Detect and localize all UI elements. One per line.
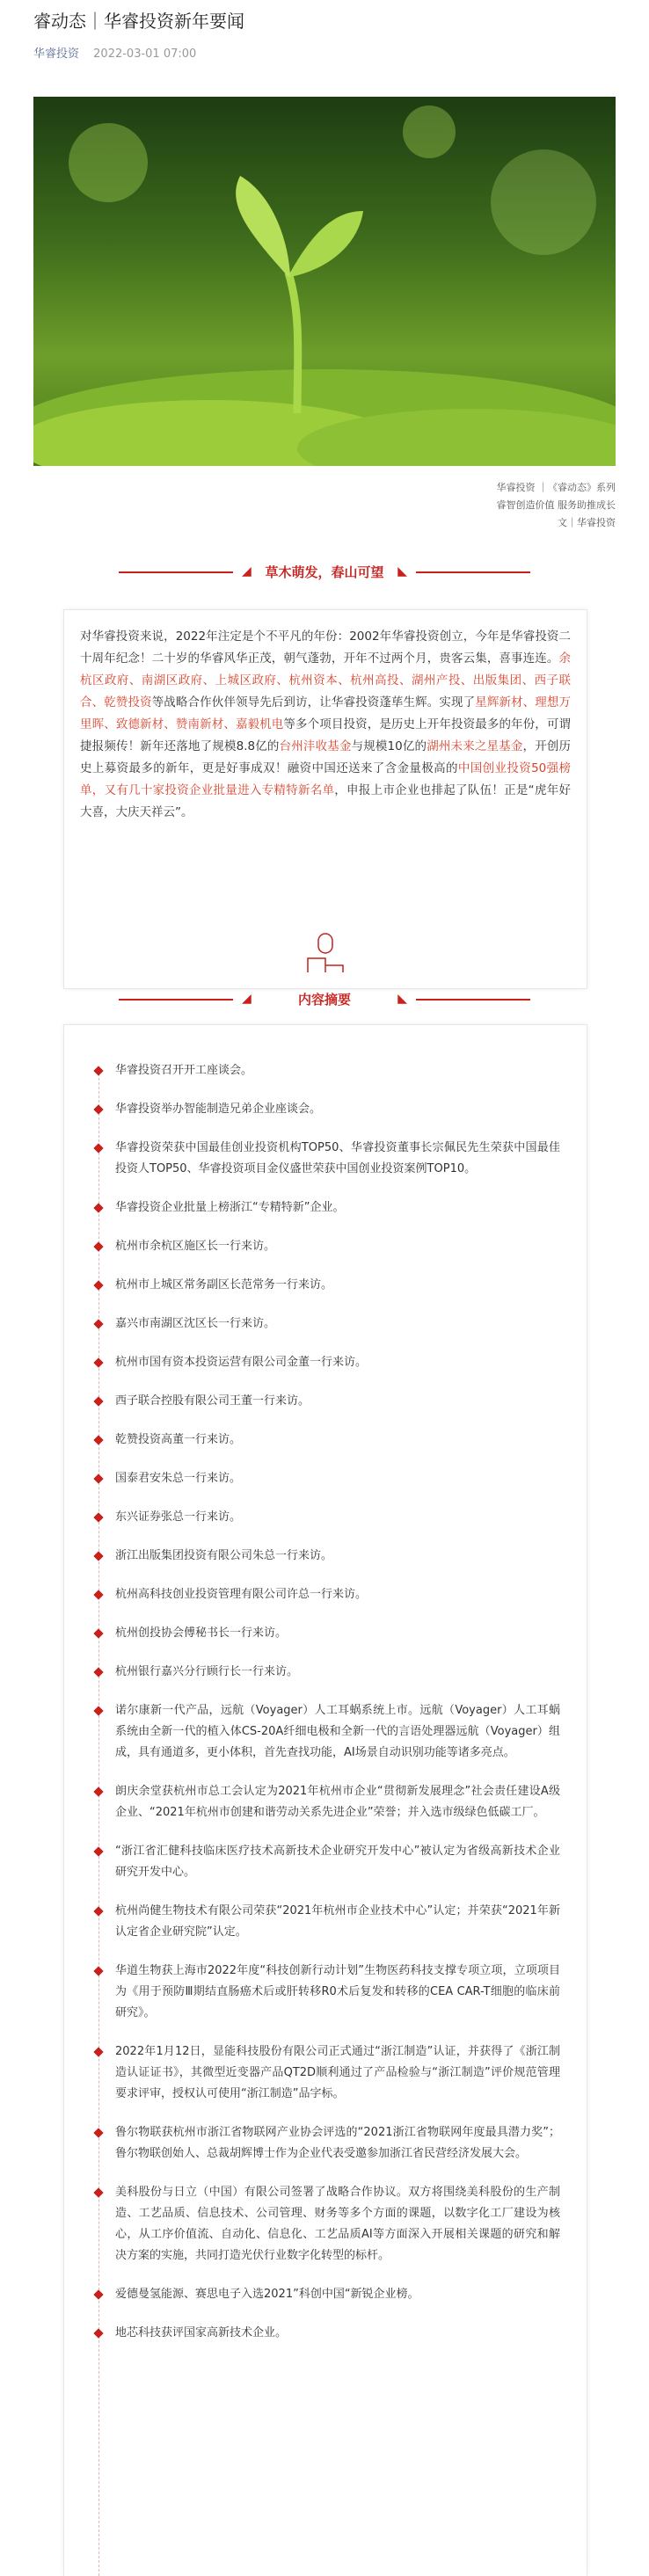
author-link[interactable]: 华睿投资 xyxy=(33,47,80,61)
digest-item xyxy=(91,1901,560,1943)
digest-item xyxy=(91,1623,560,1644)
digest-item xyxy=(91,1841,560,1883)
highlight-text: 台州沣收基金 xyxy=(279,739,352,753)
digest-item xyxy=(91,2323,560,2344)
bullet-diamond-icon xyxy=(93,1203,103,1212)
digest-item-text: 华睿投资荣获中国最佳创业投资机构TOP50、华睿投资董事长宗佩民先生荣获中国最佳投资人TOP50、华睿投资项目金仪盛世荣获中国创业投资案例TOP10。 xyxy=(115,1141,560,1175)
digest-item xyxy=(91,2041,560,2105)
digest-card xyxy=(63,1024,587,2576)
bullet-diamond-icon xyxy=(93,1706,103,1715)
bullet-diamond-icon xyxy=(93,1241,103,1251)
digest-item xyxy=(91,1275,560,1296)
bullet-diamond-icon xyxy=(93,1628,103,1638)
caption-line: 文｜华睿投资 xyxy=(558,517,616,528)
digest-item xyxy=(91,1700,560,1764)
divider xyxy=(119,571,233,573)
divider xyxy=(416,571,530,573)
section-title: 草木萌发，春山可望 xyxy=(265,564,384,580)
highlight-text: 中国创业投资50强榜单，又有几十家投资企业批量进入专精特新名单 xyxy=(80,761,572,797)
bullet-diamond-icon xyxy=(93,1396,103,1406)
bullet-diamond-icon xyxy=(93,1104,103,1114)
body-text: 与规模10亿的 xyxy=(351,739,427,753)
ornament-icon: ◢ xyxy=(242,992,252,1006)
digest-item-text: 2022年1月12日，显能科技股份有限公司正式通过“浙江制造”认证，并获得了《浙江制造认证证书》，其微型近变器产品QT2D顺利通过了产品检验与“浙江制造”评价规范管理要求评审，授权认可使用“浙江制造”品字标。 xyxy=(115,2045,560,2100)
ornament-icon: ◣ xyxy=(397,992,407,1006)
digest-item xyxy=(91,1391,560,1412)
digest-item-text: 美科股份与日立（中国）有限公司签署了战略合作协议。双方将围绕美科股份的生产制造、工艺品质、信息技术、公司管理、财务等多个方面的课题，以数字化工厂建设为核心，从工序价值流、自动化、信息化、工艺品质AI等方面深入开展相关课题的研究和解决方案的实施，共同打造光伏行业数字化转型的标杆。 xyxy=(115,2186,560,2262)
digest-item-text: 东兴证券张总一行来访。 xyxy=(115,1510,242,1524)
bullet-diamond-icon xyxy=(93,1846,103,1856)
highlight-text: 湖州未来之星基金 xyxy=(427,739,523,753)
bullet-diamond-icon xyxy=(93,1474,103,1483)
bullet-diamond-icon xyxy=(93,1512,103,1522)
digest-item xyxy=(91,1781,560,1823)
digest-item xyxy=(91,2182,560,2267)
digest-item-text: 华道生物获上海市2022年度“科技创新行动计划”生物医药科技支撑专项立项，立项项目为《用于预防Ⅲ期结直肠癌术后或肝转移R0术后复发和转移的CEA CAR-T细胞的临床前研究》。 xyxy=(115,1964,560,2019)
article-meta xyxy=(33,44,196,61)
digest-item-text: 华睿投资企业批量上榜浙江“专精特新”企业。 xyxy=(115,1201,345,1214)
digest-item-text: 爱德曼氢能源、赛思电子入选2021”科创中国“新锐企业榜。 xyxy=(115,2288,419,2301)
digest-item xyxy=(91,1584,560,1605)
digest-item xyxy=(91,1430,560,1451)
digest-item xyxy=(91,1060,560,1081)
image-caption xyxy=(457,479,616,532)
bullet-diamond-icon xyxy=(93,1066,103,1075)
digest-item-text: “浙江省汇健科技临床医疗技术高新技术企业研究开发中心”被认定为省级高新技术企业研究开发中心。 xyxy=(115,1845,560,1879)
digest-item-text: 浙江出版集团投资有限公司朱总一行来访。 xyxy=(115,1549,333,1562)
digest-item xyxy=(91,1099,560,1120)
digest-section-heading xyxy=(119,986,530,1013)
highlight-text: 余杭区政府、南湖区政府、上城区政府、杭州资本、杭州高投、湖州产投、出版集团、西子联合、乾赞投资 xyxy=(80,651,571,709)
digest-item-text: 华睿投资召开开工座谈会。 xyxy=(115,1064,253,1077)
hero-image-seedling xyxy=(33,97,616,466)
digest-item xyxy=(91,1313,560,1335)
bullet-diamond-icon xyxy=(93,2187,103,2197)
body-text: ，申报上市企业也排起了队伍！正是“虎年好大喜，大庆天祥云”。 xyxy=(80,783,571,819)
caption-line: 华睿投资 ｜《睿动态》系列 xyxy=(496,482,616,493)
digest-list xyxy=(64,1025,587,2344)
digest-item-text: 杭州尚健生物技术有限公司荣获“2021年杭州市企业技术中心”认定；并荣获“2021年新认定省企业研究院”认定。 xyxy=(115,1904,560,1939)
intro-paragraph xyxy=(80,626,571,824)
digest-item-text: 国泰君安朱总一行来访。 xyxy=(115,1472,242,1485)
digest-item xyxy=(91,1197,560,1219)
caption-line: 睿智创造价值 服务助推成长 xyxy=(496,499,616,511)
digest-item xyxy=(91,2284,560,2305)
bullet-diamond-icon xyxy=(93,1357,103,1367)
digest-item-text: 杭州市国有资本投资运营有限公司金董一行来访。 xyxy=(115,1356,368,1369)
bullet-diamond-icon xyxy=(93,2328,103,2338)
digest-item xyxy=(91,1546,560,1567)
bullet-diamond-icon xyxy=(93,2047,103,2056)
bullet-diamond-icon xyxy=(93,1280,103,1290)
digest-item-text: 嘉兴市南湖区沈区长一行来访。 xyxy=(115,1317,276,1330)
digest-item-text: 华睿投资举办智能制造兄弟企业座谈会。 xyxy=(115,1102,322,1116)
digest-item-text: 鲁尔物联获杭州市浙江省物联网产业协会评选的“2021浙江省物联网年度最具潜力奖”；鲁尔物联创始人、总裁胡辉博士作为企业代表受邀参加浙江省民营经济发展大会。 xyxy=(115,2126,560,2160)
digest-item xyxy=(91,1236,560,1257)
seedling-icon xyxy=(33,97,616,466)
digest-item-text: 杭州创投协会傅秘书长一行来访。 xyxy=(115,1626,288,1640)
digest-item-text: 杭州市上城区常务副区长范常务一行来访。 xyxy=(115,1278,333,1292)
highlight-text: 星辉新材、理想万里晖、致德新材、赞南新材、嘉毅机电 xyxy=(80,695,572,731)
intro-section-heading xyxy=(119,559,530,586)
digest-item xyxy=(91,2122,560,2165)
bullet-diamond-icon xyxy=(93,2289,103,2299)
digest-item-text: 地芯科技获评国家高新技术企业。 xyxy=(115,2326,288,2340)
digest-item-text: 朗庆余堂获杭州市总工会认定为2021年杭州市企业“贯彻新发展理念”社会责任建设A级企业、“2021年杭州市创建和谐劳动关系先进企业”荣誉；并入选市级绿色低碳工厂。 xyxy=(115,1785,560,1819)
bullet-diamond-icon xyxy=(93,1786,103,1796)
digest-item-text: 乾赞投资高董一行来访。 xyxy=(115,1433,242,1446)
bullet-diamond-icon xyxy=(93,1590,103,1599)
bullet-diamond-icon xyxy=(93,1906,103,1916)
bullet-diamond-icon xyxy=(93,2128,103,2137)
digest-item-text: 西子联合控股有限公司王董一行来访。 xyxy=(115,1394,310,1408)
divider xyxy=(119,999,233,1001)
body-text: 等多个项目投资，是历史上开年投资最多的年份，可谓捷报频传！新年还落地了规模8.8亿的 xyxy=(80,717,572,753)
digest-item xyxy=(91,1468,560,1489)
bullet-diamond-icon xyxy=(93,1667,103,1677)
decorative-line-icon xyxy=(299,927,352,979)
digest-item-text: 杭州市余杭区施区长一行来访。 xyxy=(115,1240,276,1253)
digest-item xyxy=(91,1961,560,2024)
bullet-diamond-icon xyxy=(93,1319,103,1328)
bullet-diamond-icon xyxy=(93,1551,103,1561)
digest-item-text: 杭州高科技创业投资管理有限公司许总一行来访。 xyxy=(115,1588,368,1601)
digest-item xyxy=(91,1138,560,1180)
body-text: 等战略合作伙伴领导先后到访，让华睿投资蓬荜生辉。实现了 xyxy=(151,695,476,709)
divider xyxy=(416,999,530,1001)
bullet-diamond-icon xyxy=(93,1435,103,1444)
bullet-diamond-icon xyxy=(93,1143,103,1153)
digest-item-text: 杭州银行嘉兴分行顾行长一行来访。 xyxy=(115,1665,299,1678)
digest-item-text: 诺尔康新一代产品，远航（Voyager）人工耳蜗系统上市。远航（Voyager）人工耳蜗系统由全新一代的植入体CS-20A纤细电极和全新一代的言语处理器远航（Voyager）组成，具有通道多，更小体积，首先查找功能，AI场景自动识别功能等诸多亮点。 xyxy=(115,1704,560,1759)
section-title: 内容摘要 xyxy=(297,992,352,1008)
digest-item xyxy=(91,1507,560,1528)
digest-item xyxy=(91,1352,560,1373)
bullet-diamond-icon xyxy=(93,1966,103,1976)
ornament-icon: ◣ xyxy=(397,564,407,579)
body-text: 对华睿投资来说，2022年注定是个不平凡的年份：2002年华睿投资创立，今年是华睿投资二十周年纪念！二十岁的华睿风华正茂，朝气蓬勃，开年不过两个月，贵客云集，喜事连连。 xyxy=(80,629,571,666)
digest-item xyxy=(91,1662,560,1683)
article-title: 睿动态｜华睿投资新年要闻 xyxy=(33,11,244,32)
ornament-icon: ◢ xyxy=(242,564,252,579)
intro-card xyxy=(63,609,587,989)
body-text: ，开创历史上募资最多的新年，更是好事成双！融资中国还送来了含金量极高的 xyxy=(80,739,572,775)
publish-date: 2022-03-01 07:00 xyxy=(93,47,197,61)
